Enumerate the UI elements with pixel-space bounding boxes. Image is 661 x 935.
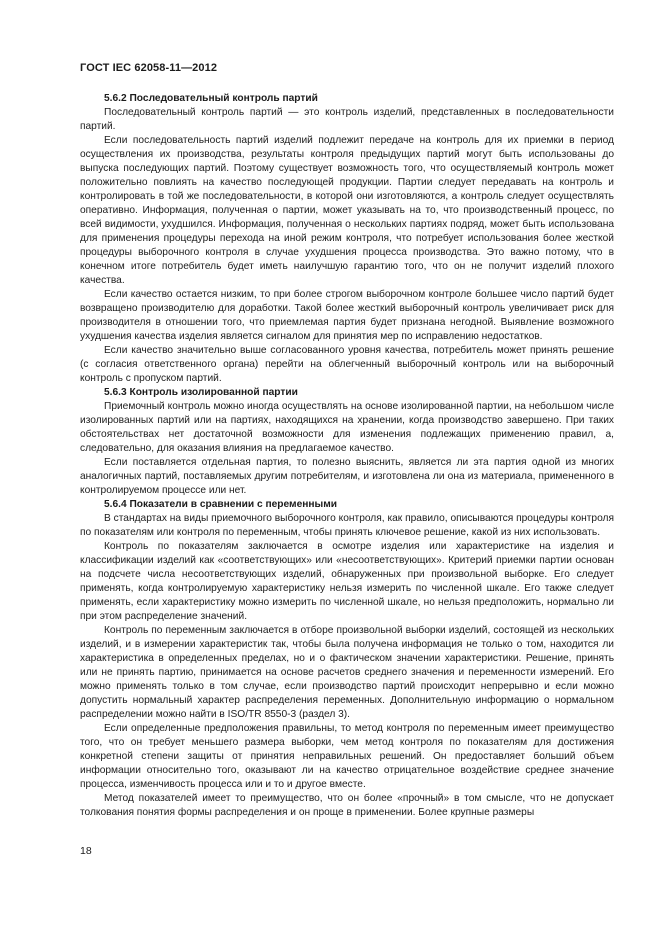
paragraph: Приемочный контроль можно иногда осуществлять на основе изолированной партии, на небольшом числе изолированных партий или на партиях, находящихся на хранении, когда производство завершено. При таких обстоятельствах нет достаточной возможности для изменения подлежащих применению правил, а, следовательно, для оказания влияния на предлагаемое качество. (80, 401, 614, 454)
section-heading: 5.6.2 Последовательный контроль партий (104, 93, 318, 104)
paragraph: Если определенные предположения правильны, то метод контроля по переменным имеет преимущество того, что он требует меньшего размера выборки, чем метод контроля по показателям для достижения конкретной степени защиты от принятия неправильных решений. Он предоставляет больший объем информации относительно того, оказывают ли на качество отрицательное воздействие среднее значение процесса, изменчивость процесса или и то и другое вместе. (80, 723, 614, 790)
paragraph: В стандартах на виды приемочного выборочного контроля, как правило, описываются процедуры контроля по показателям или контроля по переменным, чтобы принять ключевое решение, какой из них использовать. (80, 513, 614, 538)
page-number: 18 (80, 845, 92, 857)
paragraph: Если поставляется отдельная партия, то полезно выяснить, является ли эта партия одной из многих аналогичных партий, поставляемых другим потребителям, и изготовлена ли она из материала, примененного в контролируемом процессе или нет. (80, 457, 614, 496)
paragraph: Последовательный контроль партий — это контроль изделий, представленных в последовательности партий. (80, 107, 614, 132)
paragraph: Метод показателей имеет то преимущество, что он более «прочный» в том смысле, что не допускает толкования понятия формы распределения и он проще в применении. Более крупные размеры (80, 793, 614, 818)
document-body (80, 92, 614, 820)
paragraph: Контроль по показателям заключается в осмотре изделия или характеристике на изделия и классификации изделий как «соответствующих» или «несоответствующих». Критерий приемки партии основан на подсчете числа несоответствующих изделий, обнаруженных при произвольной выборке. Его следует применять, когда контролируемую характеристику нельзя измерить по численной шкале. Его также следует применять, если характеристику можно измерить по численной шкале, но нельзя предположить, нормально ли при этом распределение значений. (80, 541, 614, 622)
document-header: ГОСТ IEC 62058-11—2012 (80, 62, 218, 74)
section-5-6-2 (80, 92, 614, 386)
paragraph: Контроль по переменным заключается в отборе произвольной выборки изделий, состоящей из нескольких изделий, и в измерении характеристик так, чтобы была получена информация не только о том, находится ли характеристика в определенных пределах, но и о фактическом значении характеристики. Решение, принять или не принять партию, принимается на основе расчетов среднего значения и переменности измерений. Его можно применять только в том случае, если производство партий происходит непрерывно и если можно допустить нормальный характер распределения переменных. Дополнительную информацию о нормальном распределении можно найти в ISO/TR 8550-3 (раздел 3). (80, 625, 614, 720)
section-heading: 5.6.4 Показатели в сравнении с переменными (104, 499, 338, 510)
section-5-6-3 (80, 386, 614, 498)
section-5-6-4 (80, 498, 614, 820)
paragraph: Если последовательность партий изделий подлежит передаче на контроль для их приемки в период осуществления их производства, результаты контроля предыдущих партий могут быть использованы до выпуска последующих партий. Поэтому существует возможность того, что осуществляемый контроль может положительно повлиять на качество последующей продукции. Партии следует передавать на контроль и контролировать в той же последовательности, в которой они изготовляются, а контроль следует осуществлять оперативно. Информация, полученная о партии, может указывать на то, что производственный процесс, по всей видимости, ухудшился. Информация, полученная о нескольких партиях подряд, может быть использована для применения процедуры перехода на иной режим контроля, что потребует использования более жесткой процедуры выборочного контроля в случае ухудшения процесса производства. Это важно потому, что в конечном итоге потребитель будет иметь наилучшую гарантию того, что он не получит изделий плохого качества. (80, 135, 614, 286)
paragraph: Если качество значительно выше согласованного уровня качества, потребитель может принять решение (с согласия ответственного органа) перейти на облегченный выборочный контроль или на выборочный контроль с пропуском партий. (80, 345, 614, 384)
paragraph: Если качество остается низким, то при более строгом выборочном контроле большее число партий будет возвращено производителю для доработки. Такой более жесткий выборочный контроль увеличивает риск для производителя в отношении того, что приемлемая партия будет признана негодной. Выявление возможного ухудшения качества изделия является сигналом для принятия мер по исправлению недостатков. (80, 289, 614, 342)
section-heading: 5.6.3 Контроль изолированной партии (104, 387, 298, 398)
